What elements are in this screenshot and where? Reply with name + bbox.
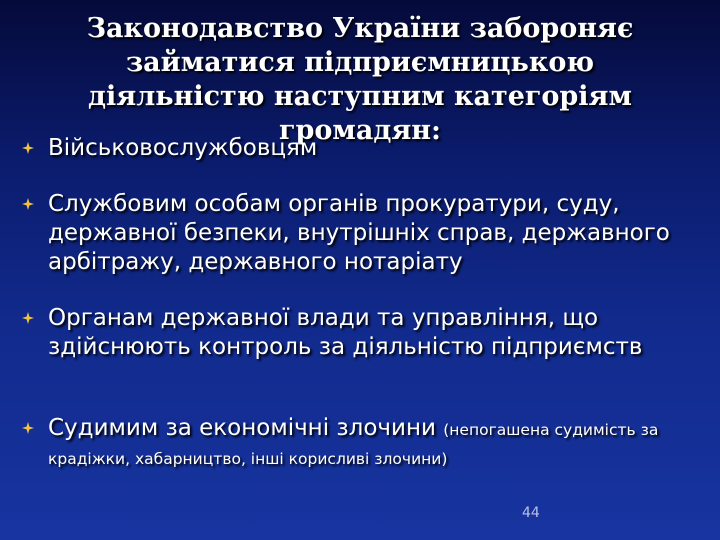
bullet-text: Органам державної влади та управління, що здійснюють контроль за діяльністю підприємств (48, 305, 643, 360)
four-point-star-icon (22, 142, 34, 154)
four-point-star-icon (22, 312, 34, 324)
slide-title: Законодавство України забороняє займатися підприємницькою діяльністю наступним категоріям громадян: (86, 13, 634, 146)
four-point-star-icon (22, 422, 34, 434)
page-number: 44 (522, 505, 540, 521)
bullet-item (22, 190, 702, 277)
bullet-item (22, 414, 702, 472)
bullet-note: (непогашена судимість за крадіжки, хабарництво, інші корисливі злочини) (48, 421, 659, 468)
bullet-main-text: Судимим за економічні злочини (48, 415, 436, 441)
bullet-text: Військовослужбовцям (48, 135, 318, 161)
bullet-text (48, 414, 702, 472)
bullet-text: Службовим особам органів прокуратури, суду, державної безпеки, внутрішніх справ, державного арбітражу, державного нотаріату (48, 191, 670, 275)
four-point-star-icon (22, 198, 34, 210)
bullet-item (22, 134, 702, 163)
bullet-item (22, 304, 702, 362)
